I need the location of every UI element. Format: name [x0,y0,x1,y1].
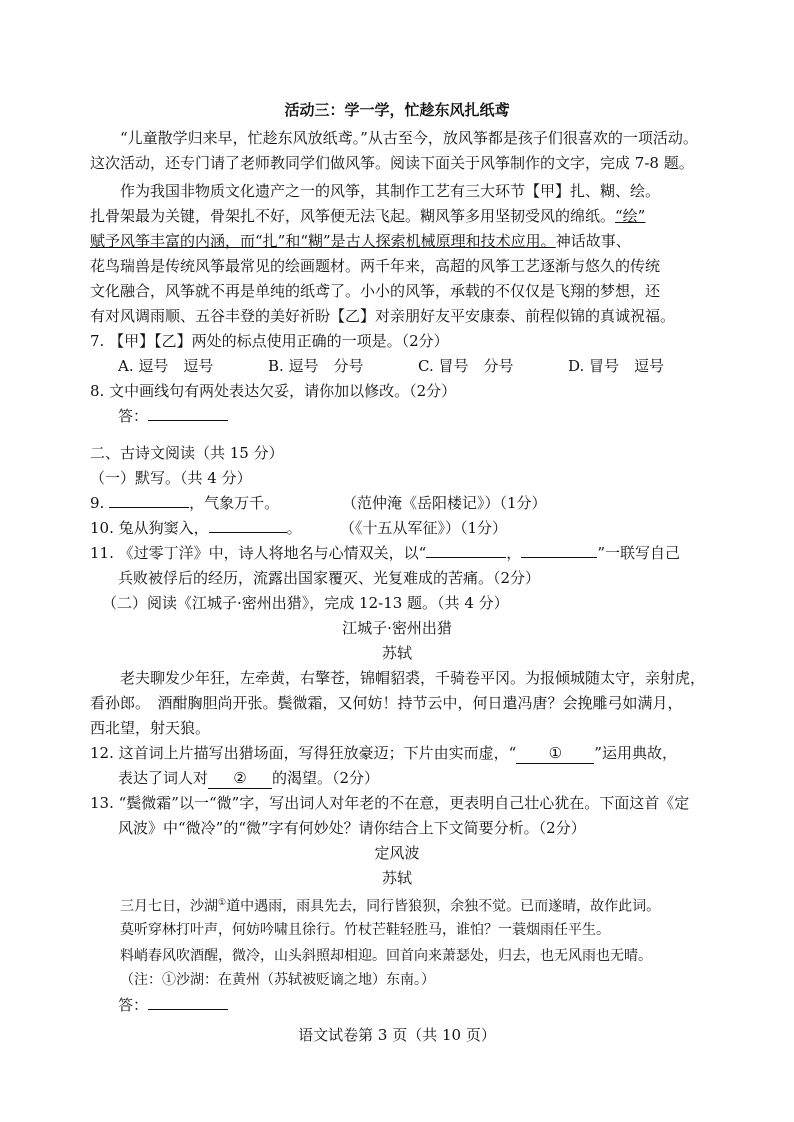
poem-1-author: 苏轼 [381,644,412,662]
poem-2-line-1: 莫听穿林打叶声，何妨吟啸且徐行。竹杖芒鞋轻胜马，谁怕？一蓑烟雨任平生。 [120,922,610,938]
answer-label: 答： [118,407,149,425]
q12-text-3: 表达了词人对 [118,769,209,787]
q11-blank-1[interactable] [426,543,506,558]
page-footer: 语文试卷第 3 页（共 10 页） [298,1026,496,1044]
answer-label-2: 答： [118,996,149,1014]
question-13-line-2: 风波》中“微冷”的“微”字有何妙处？请你结合上下文简要分析。（2分） [118,819,586,837]
answer-blank[interactable] [148,406,228,421]
q11-blank-2[interactable] [521,543,597,558]
intro-line-2: 这次活动，还专门请了老师教同学们做风筝。阅读下面关于风筝制作的文字，完成 7-8 题。 [90,154,694,172]
underlined-sentence-start: “绘” [615,207,646,225]
question-9 [90,493,279,513]
poem-2-title: 定风波 [374,844,420,862]
question-11-line-1 [90,543,680,563]
question-13-line-1: 13. “鬓微霜”以一“微”字，写出词人对年老的不在意，更表明自己壮心犹在。下面这首《定 [90,794,690,812]
q10-source: （《十五从军征》）（1分） [340,519,508,537]
preface-text-2: 道中遇雨，雨具先去，同行皆狼狈，余独不觉。已而遂晴，故作此词。 [226,898,661,915]
question-10 [90,518,302,538]
passage-line-5: 文化融合，风筝就不再是单纯的纸鸢了。小小的风筝，承载的不仅仅是飞翔的梦想，还 [90,282,661,300]
question-12-line-1 [90,743,677,764]
q12-text-4: 的渴望。（2分） [272,769,380,787]
q7-option-a: A. 逗号 逗号 [118,357,214,375]
q11-text-1: 11. 《过零丁洋》中，诗人将地名与心情双关，以“ [90,544,427,562]
passage-line-3 [90,231,631,251]
q7-option-b: B. 逗号 分号 [268,357,364,375]
passage-line-4: 花鸟瑞兽是传统风筝最常见的绘画题材。两千年来，高超的风筝工艺逐渐与悠久的传统 [90,257,661,275]
q12-blank-2[interactable]: ② [208,768,272,789]
q12-blank-1[interactable]: ① [516,743,594,764]
underlined-sentence: 赋予风筝丰富的内涵，而“扎”和“糊”是古人探索机械原理和技术应用。 [90,232,556,250]
q10-blank[interactable] [209,518,287,533]
footnote-marker: ① [218,898,227,908]
q10-text: 10. 兔从狗窦入， [90,519,209,537]
q11-text-2: ”一联写自己 [597,544,680,562]
preface-text-1: 三月七日，沙湖 [120,898,218,915]
passage-line-2 [90,206,645,226]
q7-option-d: D. 冒号 逗号 [568,357,665,375]
question-8: 8. 文中画线句有两处表达欠妥，请你加以修改。（2分） [90,382,457,400]
q11-comma: ， [506,544,522,562]
q12-text-2: ”运用典故， [594,744,677,762]
q13-answer [118,995,228,1015]
q10-end: 。 [286,519,302,537]
q9-source: （范仲淹《岳阳楼记》）（1分） [342,494,547,512]
question-12-line-2 [118,768,379,789]
footnote: （注：①沙湖：在黄州（苏轼被贬谪之地）东南。） [120,972,435,988]
poem-1-title: 江城子·密州出猎 [342,619,452,637]
q9-blank[interactable] [109,493,189,508]
poem-2-preface [120,893,660,917]
poem-1-line-2: 看孙郎。 酒酣胸胆尚开张。鬓微霜，又何妨！持节云中，何日遣冯唐？会挽雕弓如满月， [90,694,683,712]
passage-line-2-text: 扎骨架最为关键，骨架扎不好，风筝便无法飞起。糊风筝多用坚韧受风的绵纸。 [90,207,616,225]
q8-answer [118,406,228,426]
q9-text: ，气象万千。 [189,494,280,512]
intro-line-1: “儿童散学归来早，忙趁东风放纸鸢。”从古至今，放风筝都是孩子们很喜欢的一项活动。 [120,129,698,147]
passage-line-6: 有对风调雨顺、五谷丰登的美好祈盼【乙】对亲朋好友平安康泰、前程似锦的真诚祝福。 [90,307,676,325]
subsection-1-heading: （一）默写。（共 4 分） [90,469,252,487]
passage-line-1: 作为我国非物质文化遗产之一的风筝，其制作工艺有三大环节【甲】扎、糊、绘。 [120,182,661,200]
passage-line-3-rest: 神话故事、 [555,232,631,250]
poem-1-line-3: 西北望，射天狼。 [90,719,211,737]
section-2-heading: 二、古诗文阅读（共 15 分） [90,444,284,462]
q9-number: 9. [90,494,105,512]
poem-2-author: 苏轼 [381,869,412,887]
question-11-line-2: 兵败被俘后的经历，流露出国家覆灭、光复难成的苦痛。（2分） [118,569,541,587]
subsection-2-heading: （二）阅读《江城子·密州出猎》，完成 12-13 题。（共 4 分） [102,594,509,612]
q7-option-c: C. 冒号 分号 [418,357,514,375]
answer-blank-2[interactable] [148,995,228,1010]
poem-1-line-1: 老夫聊发少年狂，左牵黄，右擎苍，锦帽貂裘，千骑卷平冈。为报倾城随太守，亲射虎， [120,669,706,687]
q12-text-1: 12. 这首词上片描写出猎场面，写得狂放豪迈；下片由实而虚，“ [90,744,517,762]
question-7: 7. 【甲】【乙】两处的标点使用正确的一项是。（2分） [90,332,449,350]
poem-2-line-2: 料峭春风吹酒醒，微冷，山头斜照却相迎。回首向来萧瑟处，归去，也无风雨也无晴。 [120,948,652,964]
activity-title: 活动三：学一学，忙趁东风扎纸鸢 [284,101,510,119]
